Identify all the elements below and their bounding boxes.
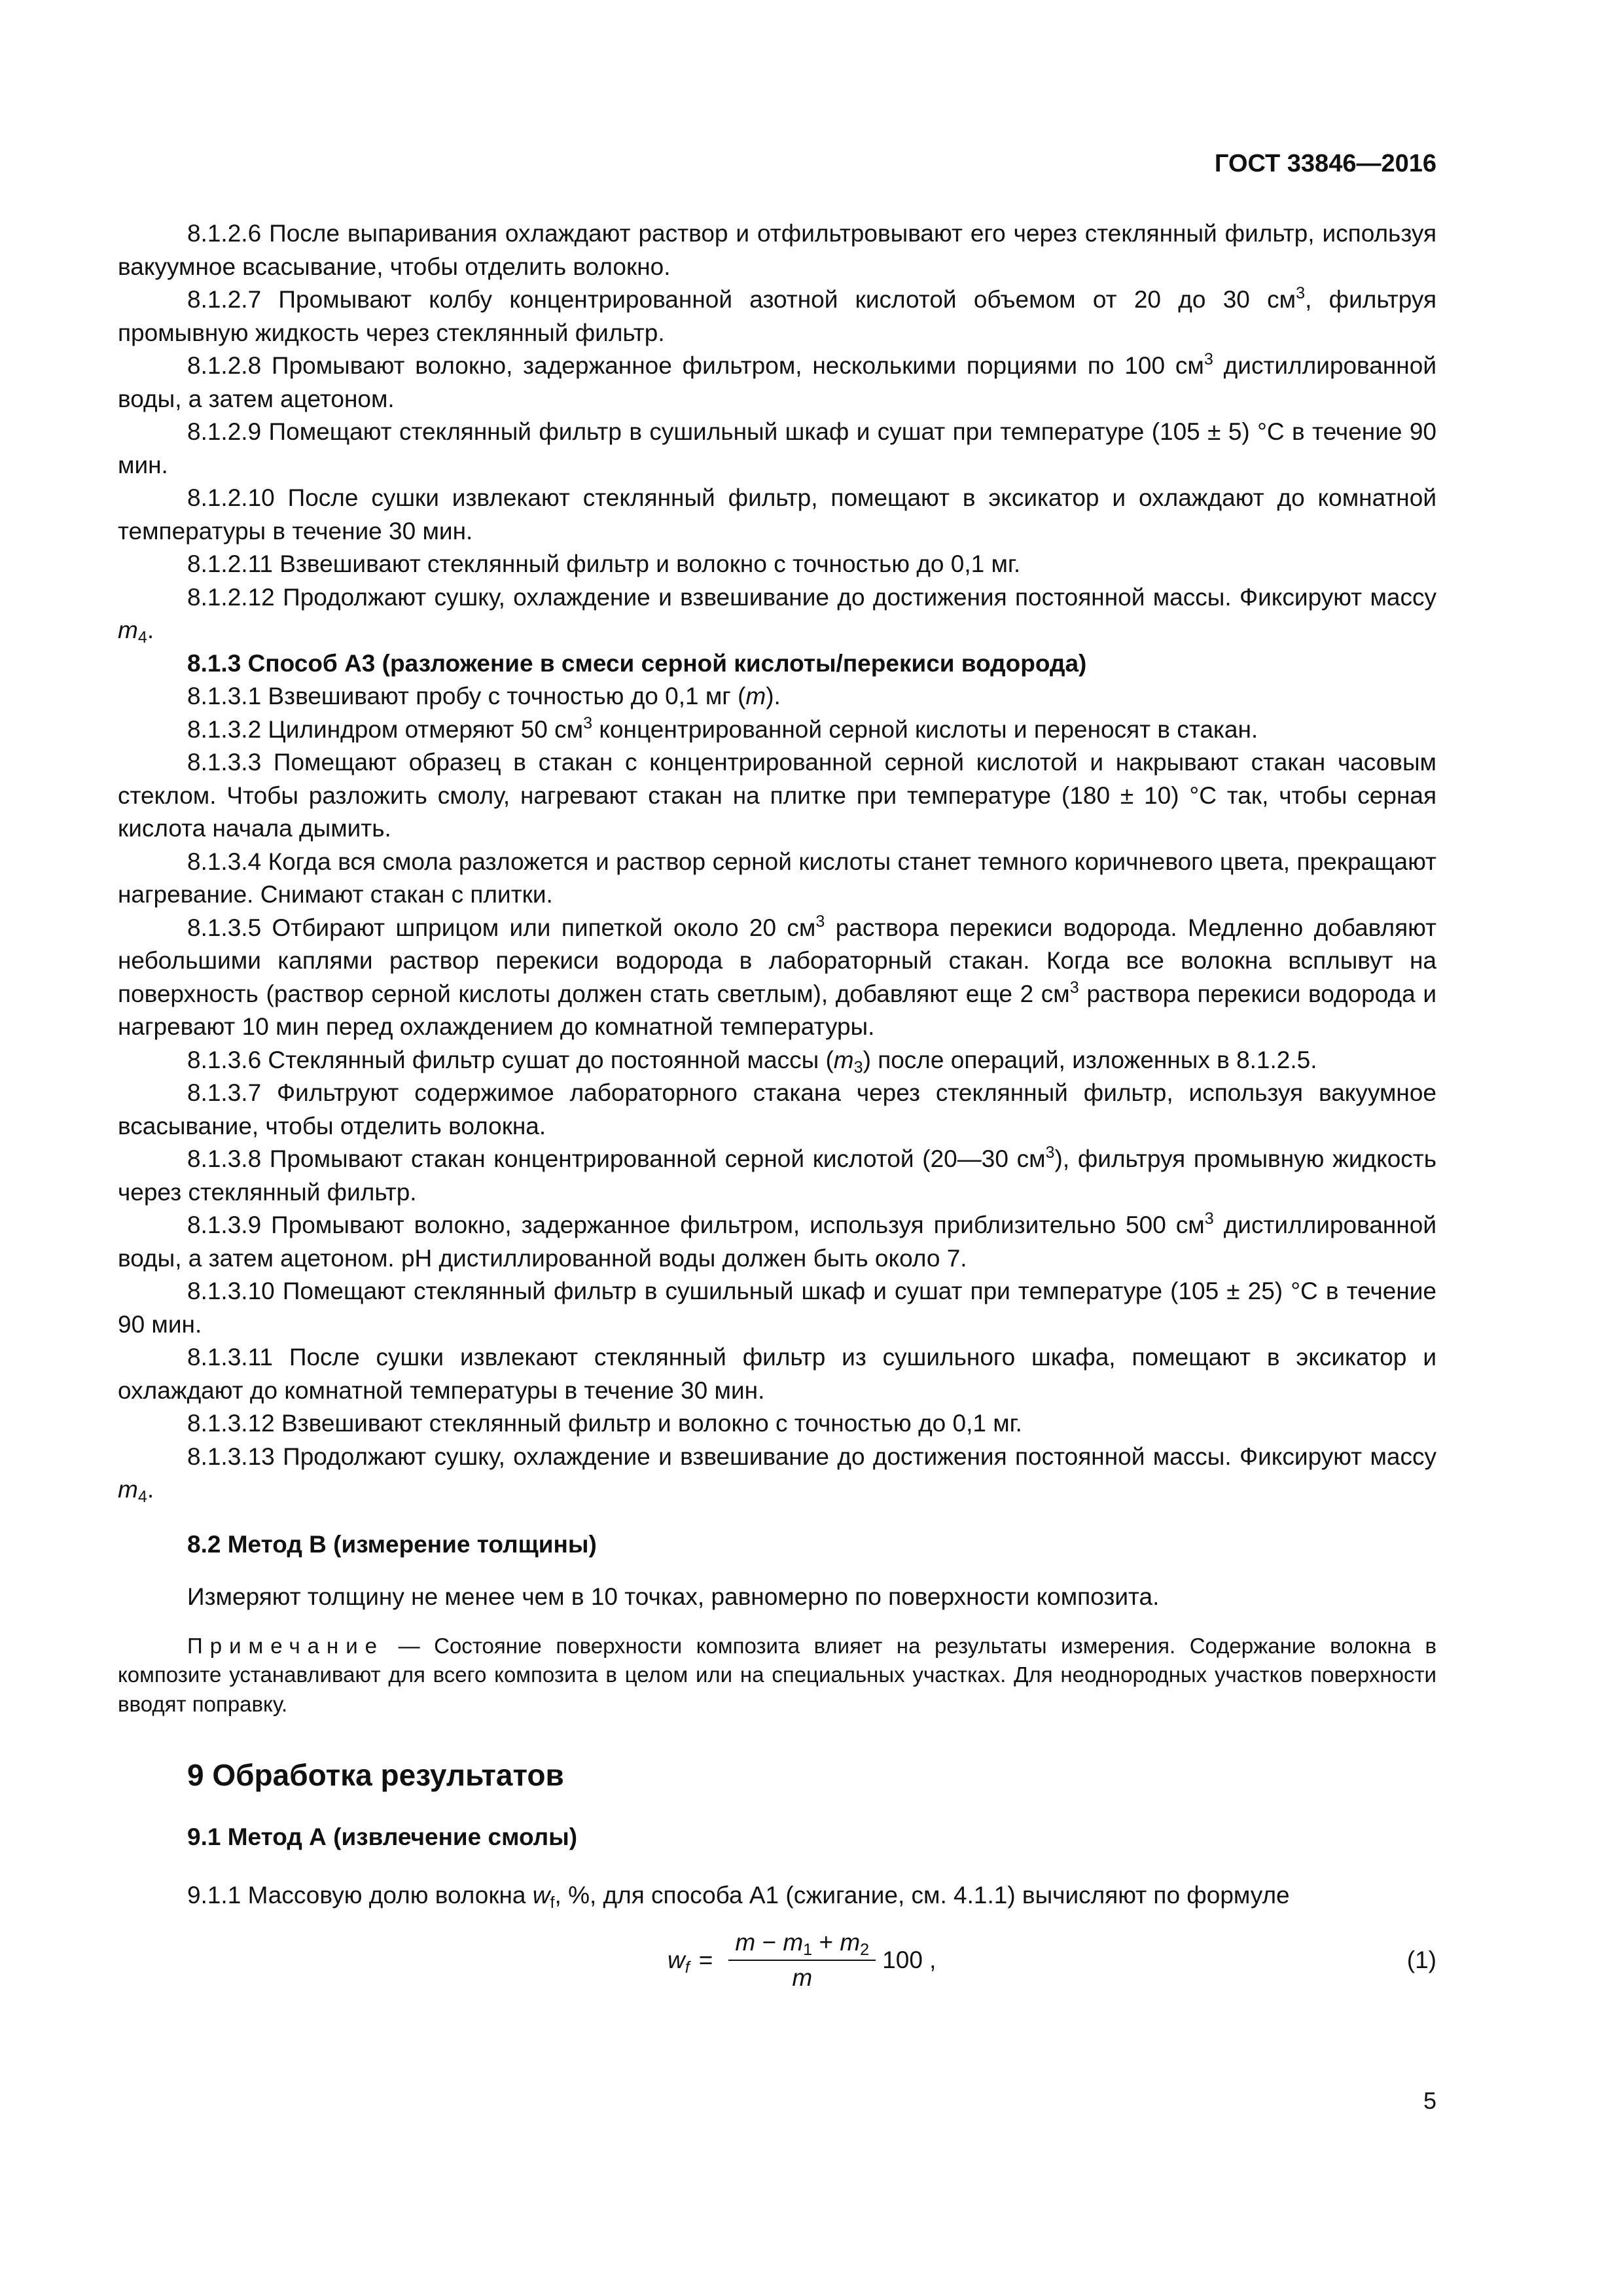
superscript: 3 bbox=[583, 713, 593, 732]
superscript: 3 bbox=[1296, 284, 1306, 303]
clause-8-1-2-11: 8.1.2.11 Взвешивают стеклянный фильтр и волокно с точностью до 0,1 мг. bbox=[187, 550, 1021, 577]
superscript: 3 bbox=[1204, 350, 1213, 369]
clause-8-1-3-5: 8.1.3.5 Отбирают шприцом или пипеткой около 20 $см^3$ раствора перекиси водорода. Медленно добавляют небольшими каплями раствор перекиси водорода в лабораторный стакан. Когда все волокна всплывут на поверхность (раствор серной кислоты должен стать светлым), добавляют еще 2 $см^3$ раствора перекиси водорода и нагревают 10 мин перед охлаждением до комнатной температуры. bbox=[118, 912, 1436, 1040]
clause-8-1-3-10: 8.1.3.10 Помещают стеклянный фильтр в сушильный шкаф и сушат при температуре (105 ± 25) °С в течение 90 мин. bbox=[118, 1278, 1436, 1338]
clause-8-1-3-7: 8.1.3.7 Фильтруют содержимое лабораторного стакана через стеклянный фильтр, используя вакуумное всасывание, чтобы отделить волокна. bbox=[118, 1079, 1436, 1139]
clause-8-1-3-2: 8.1.3.2 Цилиндром отмеряют 50 $см^3$ концентрированной серной кислоты и переносят в стакан. bbox=[187, 713, 1258, 743]
superscript: 3 bbox=[1204, 1210, 1214, 1229]
note-label: Примечание bbox=[187, 1633, 385, 1658]
heading-8-2: 8.2 Метод В (измерение толщины) bbox=[187, 1530, 597, 1558]
formula-number: (1) bbox=[1406, 1946, 1436, 1973]
superscript: 3 bbox=[815, 912, 825, 931]
clause-8-1-3-8: 8.1.3.8 Промывают стакан концентрированной серной кислотой (20—30 $см^3$), фильтруя промывную жидкость через стеклянный фильтр. bbox=[118, 1143, 1436, 1206]
formula-fraction bbox=[728, 1928, 876, 1992]
formula-numerator: $m - m_1 + m_2$ bbox=[728, 1928, 876, 1961]
formula-factor: 100 , bbox=[882, 1946, 936, 1973]
formula-1 bbox=[118, 1921, 1436, 2000]
clause-8-1-3-1: 8.1.3.1 Взвешивают пробу с точностью до 0,1 мг (m). bbox=[187, 683, 781, 709]
clause-8-1-3-13: 8.1.3.13 Продолжают сушку, охлаждение и взвешивание до достижения постоянной массы. Фиксируют массу $m_4$. bbox=[118, 1443, 1436, 1507]
clause-8-1-3-3: 8.1.3.3 Помещают образец в стакан с концентрированной серной кислотой и накрывают стакан часовым стеклом. Чтобы разложить смолу, нагревают стакан на плитке при температуре (180 ± 10) °С так, чтобы серная кислота начала дымить. bbox=[118, 749, 1436, 842]
note-text: — Состояние поверхности композита влияет на результаты измерения. Содержание волокна в композите устанавливают для всего композита в целом или на специальных участках. Для неоднородных участков поверхности вводят поправку. bbox=[118, 1633, 1436, 1716]
clause-9-1-1: 9.1.1 Массовую долю волокна $w_f$, %, для способа А1 (сжигание, см. 4.1.1) вычисляют по формуле bbox=[187, 1881, 1290, 1912]
clause-8-1-2-10: 8.1.2.10 После сушки извлекают стеклянный фильтр, помещают в эксикатор и охлаждают до комнатной температуры в течение 30 мин. bbox=[118, 484, 1436, 545]
superscript: 3 bbox=[1045, 1143, 1055, 1162]
clause-8-1-2-6: 8.1.2.6 После выпаривания охлаждают раствор и отфильтровывают его через стеклянный фильтр, используя вакуумное всасывание, чтобы отделить волокно. bbox=[118, 220, 1436, 280]
heading-9: 9 Обработка результатов bbox=[187, 1758, 564, 1792]
clause-8-1-3-12: 8.1.3.12 Взвешивают стеклянный фильтр и волокно с точностью до 0,1 мг. bbox=[187, 1410, 1022, 1437]
clause-8-1-3-9: 8.1.3.9 Промывают волокно, задержанное фильтром, используя приблизительно 500 $см^3$ дистиллированной воды, а затем ацетоном. pH дистиллированной воды должен быть около 7. bbox=[118, 1210, 1437, 1272]
clause-8-1-3-6: 8.1.3.6 Стеклянный фильтр сушат до постоянной массы $(m_3)$ после операций, изложенных в 8.1.2.5. bbox=[187, 1046, 1317, 1077]
clause-8-1-3-11: 8.1.3.11 После сушки извлекают стеклянный фильтр из сушильного шкафа, помещают в эксикатор и охлаждают до комнатной температуры в течение 30 мин. bbox=[118, 1344, 1436, 1404]
clause-8-1-2-12: 8.1.2.12 Продолжают сушку, охлаждение и взвешивание до достижения постоянной массы. Фиксируют массу $m_4$. bbox=[118, 583, 1436, 647]
page-number: 5 bbox=[1423, 2087, 1436, 2114]
superscript: 3 bbox=[1069, 978, 1079, 997]
formula-expression bbox=[668, 1921, 936, 2000]
heading-9-1: 9.1 Метод А (извлечение смолы) bbox=[187, 1823, 578, 1850]
clause-8-2-text: Измеряют толщину не менее чем в 10 точках, равномерно по поверхности композита. bbox=[187, 1583, 1160, 1610]
clause-8-1-2-7: 8.1.2.7 Промывают колбу концентрированной азотной кислотой объемом от 20 до 30 $см^3$, фильтруя промывную жидкость через стеклянный фильтр. bbox=[118, 284, 1436, 346]
clause-8-1-3-4: 8.1.3.4 Когда вся смола разложется и раствор серной кислоты станет темного коричневого цвета, прекращают нагревание. Снимают стакан с плитки. bbox=[118, 848, 1436, 908]
heading-8-1-3: 8.1.3 Способ А3 (разложение в смеси серной кислоты/перекиси водорода) bbox=[187, 649, 1087, 677]
clause-8-1-2-9: 8.1.2.9 Помещают стеклянный фильтр в сушильный шкаф и сушат при температуре (105 ± 5) °С в течение 90 мин. bbox=[118, 418, 1436, 478]
formula-equals: = bbox=[698, 1946, 713, 1973]
clause-8-1-2-8: 8.1.2.8 Промывают волокно, задержанное фильтром, несколькими порциями по 100 $см^3$ дистиллированной воды, а затем ацетоном. bbox=[118, 350, 1436, 412]
formula-lhs: $w_f$ bbox=[668, 1946, 690, 1977]
note bbox=[118, 1632, 1436, 1719]
document-id-header: ГОСТ 33846—2016 bbox=[1214, 150, 1436, 177]
document-body bbox=[118, 217, 1436, 2000]
formula-denominator: m bbox=[792, 1964, 813, 1991]
